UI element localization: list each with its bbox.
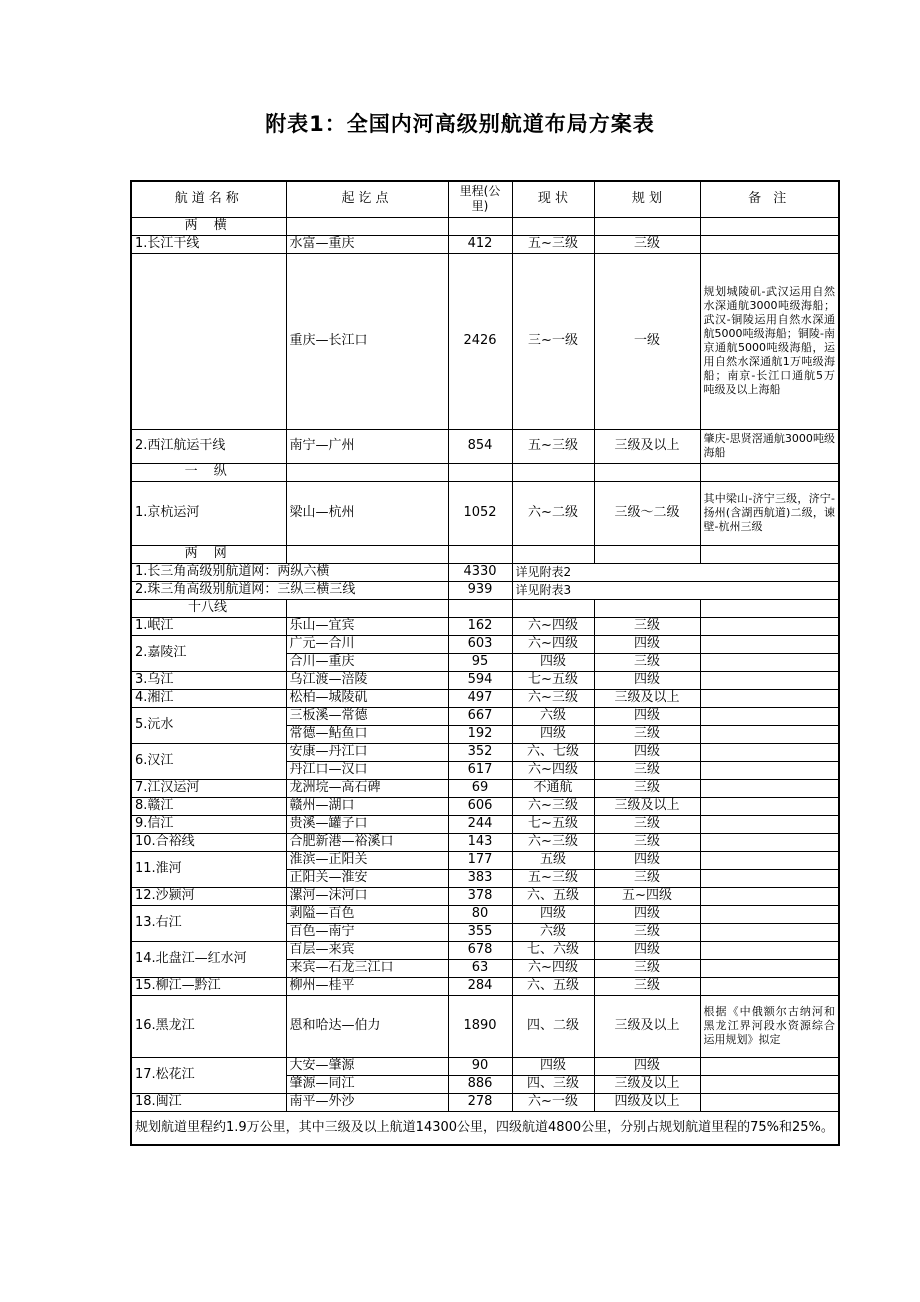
col-header-plan: 规 划 [594,181,700,217]
table-row [131,429,839,463]
group-row [131,545,839,563]
cell-status: 四级 [512,1057,594,1075]
cell-status: 七~五级 [512,671,594,689]
cell-name: 10.合裕线 [131,833,286,851]
cell-status: 六~四级 [512,617,594,635]
cell-mileage: 378 [448,887,512,905]
cell-name: 1.京杭运河 [131,481,286,545]
table-row [131,635,839,653]
cell-plan: 三级 [594,617,700,635]
cell-name: 3.乌江 [131,671,286,689]
table-row [131,235,839,253]
cell-plan: 三级 [594,959,700,977]
cell-name: 17.松花江 [131,1057,286,1093]
cell-plan: 三级 [594,761,700,779]
cell-notes: 规划城陵矶-武汉运用自然水深通航3000吨级海船；武汉-铜陵运用自然水深通航5000吨级海船；铜陵-南京通航5000吨级海船，运用自然水深通航1万吨级海船；南京-长江口通航5万吨级及以上海船 [700,253,839,429]
group-row [131,217,839,235]
cell-status: 六~三级 [512,797,594,815]
cell-status: 六级 [512,707,594,725]
cell-plan: 四级及以上 [594,1093,700,1111]
cell-plan: 三级及以上 [594,995,700,1057]
cell-mileage: 617 [448,761,512,779]
table-row [131,797,839,815]
cell-plan: 四级 [594,707,700,725]
cell-name: 2.嘉陵江 [131,635,286,671]
table-row [131,1093,839,1111]
cell-name: 2.珠三角高级别航道网：三纵三横三线 [131,581,448,599]
cell-name: 18.闽江 [131,1093,286,1111]
cell-status: 六~一级 [512,1093,594,1111]
cell-mileage: 352 [448,743,512,761]
cell-name: 14.北盘江—红水河 [131,941,286,977]
cell-plan: 三级及以上 [594,797,700,815]
cell-route: 安康—丹江口 [286,743,448,761]
cell-route: 乐山—宜宾 [286,617,448,635]
cell-route: 重庆—长江口 [286,253,448,429]
cell-status: 四级 [512,653,594,671]
cell-mileage: 497 [448,689,512,707]
cell-plan: 三级 [594,923,700,941]
table-row [131,977,839,995]
table-row [131,707,839,725]
cell-route: 淮滨—正阳关 [286,851,448,869]
table-row [131,563,839,581]
cell-status: 五~三级 [512,429,594,463]
cell-status: 六~三级 [512,833,594,851]
group-row [131,599,839,617]
cell-route: 赣州—湖口 [286,797,448,815]
cell-name: 1.长江干线 [131,235,286,253]
cell-status: 七、六级 [512,941,594,959]
table-row [131,815,839,833]
cell-route: 合肥新港—裕溪口 [286,833,448,851]
table-header-row [131,181,839,217]
group-row [131,463,839,481]
cell-name: 15.柳江—黔江 [131,977,286,995]
cell-plan: 四级 [594,1057,700,1075]
cell-mileage: 4330 [448,563,512,581]
cell-notes: 其中梁山-济宁三级，济宁-扬州(含湖西航道)二级，谏壁-杭州三级 [700,481,839,545]
cell-status: 六、五级 [512,977,594,995]
cell-name: 13.右江 [131,905,286,941]
cell-mileage: 383 [448,869,512,887]
cell-name: 8.赣江 [131,797,286,815]
cell-name: 2.西江航运干线 [131,429,286,463]
table-row [131,887,839,905]
cell-name: 12.沙颍河 [131,887,286,905]
cell-plan: 四级 [594,941,700,959]
cell-mileage: 2426 [448,253,512,429]
cell-plan: 三级 [594,977,700,995]
group-label: 一 纵 [131,463,286,481]
cell-status: 四、二级 [512,995,594,1057]
cell-name: 7.江汉运河 [131,779,286,797]
cell-name: 9.信江 [131,815,286,833]
table-row [131,671,839,689]
table-row [131,617,839,635]
cell-plan: 三级～二级 [594,481,700,545]
cell-mileage: 412 [448,235,512,253]
cell-mileage: 90 [448,1057,512,1075]
cell-plan: 三级及以上 [594,1075,700,1093]
page-title: 附表1：全国内河高级别航道布局方案表 [265,112,655,136]
cell-name: 16.黑龙江 [131,995,286,1057]
cell-mileage: 63 [448,959,512,977]
cell-route: 松柏—城陵矶 [286,689,448,707]
cell-route: 梁山—杭州 [286,481,448,545]
cell-plan: 四级 [594,635,700,653]
cell-mileage: 278 [448,1093,512,1111]
table-row [131,253,839,429]
cell-name: 1.长三角高级别航道网：两纵六横 [131,563,448,581]
cell-route: 水富—重庆 [286,235,448,253]
table-row [131,905,839,923]
cell-route: 南平—外沙 [286,1093,448,1111]
summary-row [131,1111,839,1145]
group-label: 两 横 [131,217,286,235]
cell-mileage: 80 [448,905,512,923]
cell-route: 南宁—广州 [286,429,448,463]
cell-mileage: 69 [448,779,512,797]
group-label: 两 网 [131,545,286,563]
cell-status: 不通航 [512,779,594,797]
cell-mileage: 939 [448,581,512,599]
cell-route: 百层—来宾 [286,941,448,959]
cell-route: 常德—鲇鱼口 [286,725,448,743]
cell-mileage: 143 [448,833,512,851]
cell-route: 柳州—桂平 [286,977,448,995]
cell-route: 三板溪—常德 [286,707,448,725]
cell-mileage: 603 [448,635,512,653]
cell-plan: 三级 [594,833,700,851]
cell-mileage: 95 [448,653,512,671]
table-row [131,833,839,851]
table-row [131,581,839,599]
cell-route: 广元—合川 [286,635,448,653]
cell-name: 11.淮河 [131,851,286,887]
cell-notes: 详见附表3 [512,581,839,599]
cell-plan: 三级 [594,815,700,833]
cell-mileage: 1890 [448,995,512,1057]
cell-route: 肇源—同江 [286,1075,448,1093]
cell-status: 七~五级 [512,815,594,833]
cell-name: 6.汉江 [131,743,286,779]
cell-plan: 四级 [594,671,700,689]
cell-status: 六~二级 [512,481,594,545]
cell-route: 龙洲垸—高石碑 [286,779,448,797]
cell-status: 四级 [512,725,594,743]
cell-plan: 三级 [594,235,700,253]
table-row [131,743,839,761]
table-row [131,481,839,545]
cell-mileage: 177 [448,851,512,869]
cell-route: 剥隘—百色 [286,905,448,923]
table-row [131,995,839,1057]
cell-status: 六、五级 [512,887,594,905]
cell-notes: 详见附表2 [512,563,839,581]
cell-plan: 四级 [594,905,700,923]
cell-name: 4.湘江 [131,689,286,707]
cell-name: 5.沅水 [131,707,286,743]
cell-plan: 五~四级 [594,887,700,905]
cell-mileage: 1052 [448,481,512,545]
cell-mileage: 667 [448,707,512,725]
cell-mileage: 162 [448,617,512,635]
cell-route: 合川—重庆 [286,653,448,671]
table-row [131,779,839,797]
cell-route: 贵溪—罐子口 [286,815,448,833]
cell-status: 六级 [512,923,594,941]
col-header-route: 起讫点 [286,181,448,217]
cell-name: 1.岷江 [131,617,286,635]
cell-route: 百色—南宁 [286,923,448,941]
cell-mileage: 606 [448,797,512,815]
summary-text: 规划航道里程约1.9万公里，其中三级及以上航道14300公里，四级航道4800公里，分别占规划航道里程的75%和25%。 [131,1111,839,1145]
cell-mileage: 886 [448,1075,512,1093]
cell-mileage: 678 [448,941,512,959]
cell-status: 六~四级 [512,761,594,779]
cell-status: 六~三级 [512,689,594,707]
cell-status: 六、七级 [512,743,594,761]
cell-mileage: 192 [448,725,512,743]
col-header-notes: 备 注 [700,181,839,217]
cell-status: 五~三级 [512,235,594,253]
cell-plan: 三级及以上 [594,429,700,463]
cell-route: 丹江口—汉口 [286,761,448,779]
cell-status: 五~三级 [512,869,594,887]
cell-status: 四、三级 [512,1075,594,1093]
col-header-name: 航道名称 [131,181,286,217]
cell-notes: 根据《中俄额尔古纳河和黑龙江界河段水资源综合运用规划》拟定 [700,995,839,1057]
cell-notes: 肇庆-思贤滘通航3000吨级海船 [700,429,839,463]
cell-status: 四级 [512,905,594,923]
cell-route: 漯河—沫河口 [286,887,448,905]
cell-status: 五级 [512,851,594,869]
waterway-plan-table [130,180,840,1146]
cell-plan: 三级 [594,725,700,743]
cell-route: 大安—肇源 [286,1057,448,1075]
cell-plan: 三级 [594,779,700,797]
cell-plan: 四级 [594,743,700,761]
cell-status: 三~一级 [512,253,594,429]
cell-route: 恩和哈达—伯力 [286,995,448,1057]
table-row [131,851,839,869]
cell-mileage: 355 [448,923,512,941]
cell-status: 六~四级 [512,635,594,653]
cell-route: 正阳关—淮安 [286,869,448,887]
table-row [131,1057,839,1075]
group-label: 十八线 [131,599,286,617]
col-header-mileage: 里程(公里) [448,181,512,217]
col-header-status: 现 状 [512,181,594,217]
cell-mileage: 594 [448,671,512,689]
table-row [131,941,839,959]
cell-route: 乌江渡—涪陵 [286,671,448,689]
cell-plan: 四级 [594,851,700,869]
cell-plan: 三级及以上 [594,689,700,707]
cell-route: 来宾—石龙三江口 [286,959,448,977]
cell-plan: 三级 [594,653,700,671]
cell-mileage: 244 [448,815,512,833]
cell-status: 六~四级 [512,959,594,977]
cell-plan: 三级 [594,869,700,887]
cell-plan: 一级 [594,253,700,429]
cell-mileage: 854 [448,429,512,463]
cell-mileage: 284 [448,977,512,995]
table-row [131,689,839,707]
